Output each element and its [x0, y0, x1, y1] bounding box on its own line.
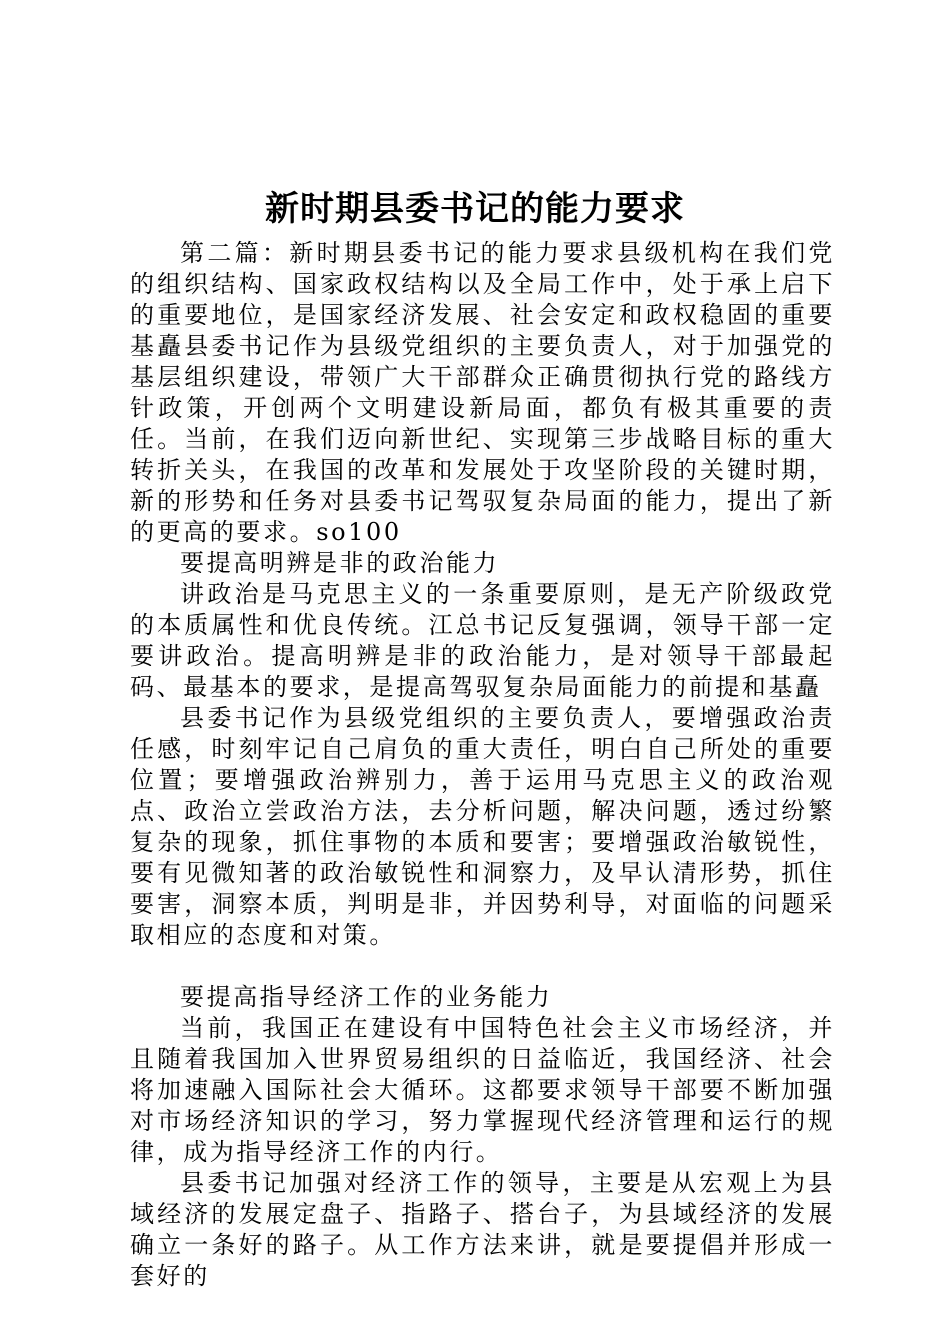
document-body	[130, 238, 835, 1292]
paragraph-intro: 第二篇：新时期县委书记的能力要求县级机构在我们党的组织结构、国家政权结构以及全局工作中，处于承上启下的重要地位，是国家经济发展、社会安定和政权稳固的重要基矗县委书记作为县级党组织的主要负责人，对于加强党的基层组织建设，带领广大干部群众正确贯彻执行党的路线方针政策，开创两个文明建设新局面，都负有极其重要的责任。当前，在我们迈向新世纪、实现第三步战略目标的重大转折关头，在我国的改革和发展处于攻坚阶段的关键时期，新的形势和任务对县委书记驾驭复杂局面的能力，提出了新的更高的要求。so100	[130, 239, 835, 546]
section-heading-economic-ability: 要提高指导经济工作的业务能力	[180, 983, 553, 1011]
document-title: 新时期县委书记的能力要求	[265, 189, 685, 229]
paragraph-economic-leadership: 县委书记加强对经济工作的领导，主要是从宏观上为县域经济的发展定盘子、指路子、搭台子，为县域经济的发展确立一条好的路子。从工作方法来讲，就是要提倡并形成一套好的	[130, 1169, 835, 1290]
paragraph-gap	[130, 951, 835, 982]
section-heading-political-ability: 要提高明辨是非的政治能力	[180, 549, 500, 577]
paragraph-county-secretary-politics: 县委书记作为县级党组织的主要负责人，要增强政治责任感，时刻牢记自己肩负的重大责任，明白自己所处的重要位置；要增强政治辨别力，善于运用马克思主义的政治观点、政治立尝政治方法，去分析问题，解决问题，透过纷繁复杂的现象，抓住事物的本质和要害；要增强政治敏锐性，要有见微知著的政治敏锐性和洞察力，及早认清形势，抓住要害，洞察本质，判明是非，并因势利导，对面临的问题采取相应的态度和对策。	[130, 704, 835, 949]
paragraph-politics-principle: 讲政治是马克思主义的一条重要原则，是无产阶级政党的本质属性和优良传统。江总书记反复强调，领导干部一定要讲政治。提高明辨是非的政治能力，是对领导干部最起码、最基本的要求，是提高驾驭复杂局面能力的前提和基矗	[130, 580, 835, 701]
paragraph-market-economy: 当前，我国正在建设有中国特色社会主义市场经济，并且随着我国加入世界贸易组织的日益临近，我国经济、社会将加速融入国际社会大循环。这都要求领导干部要不断加强对市场经济知识的学习，努力掌握现代经济管理和运行的规律，成为指导经济工作的内行。	[130, 1014, 835, 1166]
